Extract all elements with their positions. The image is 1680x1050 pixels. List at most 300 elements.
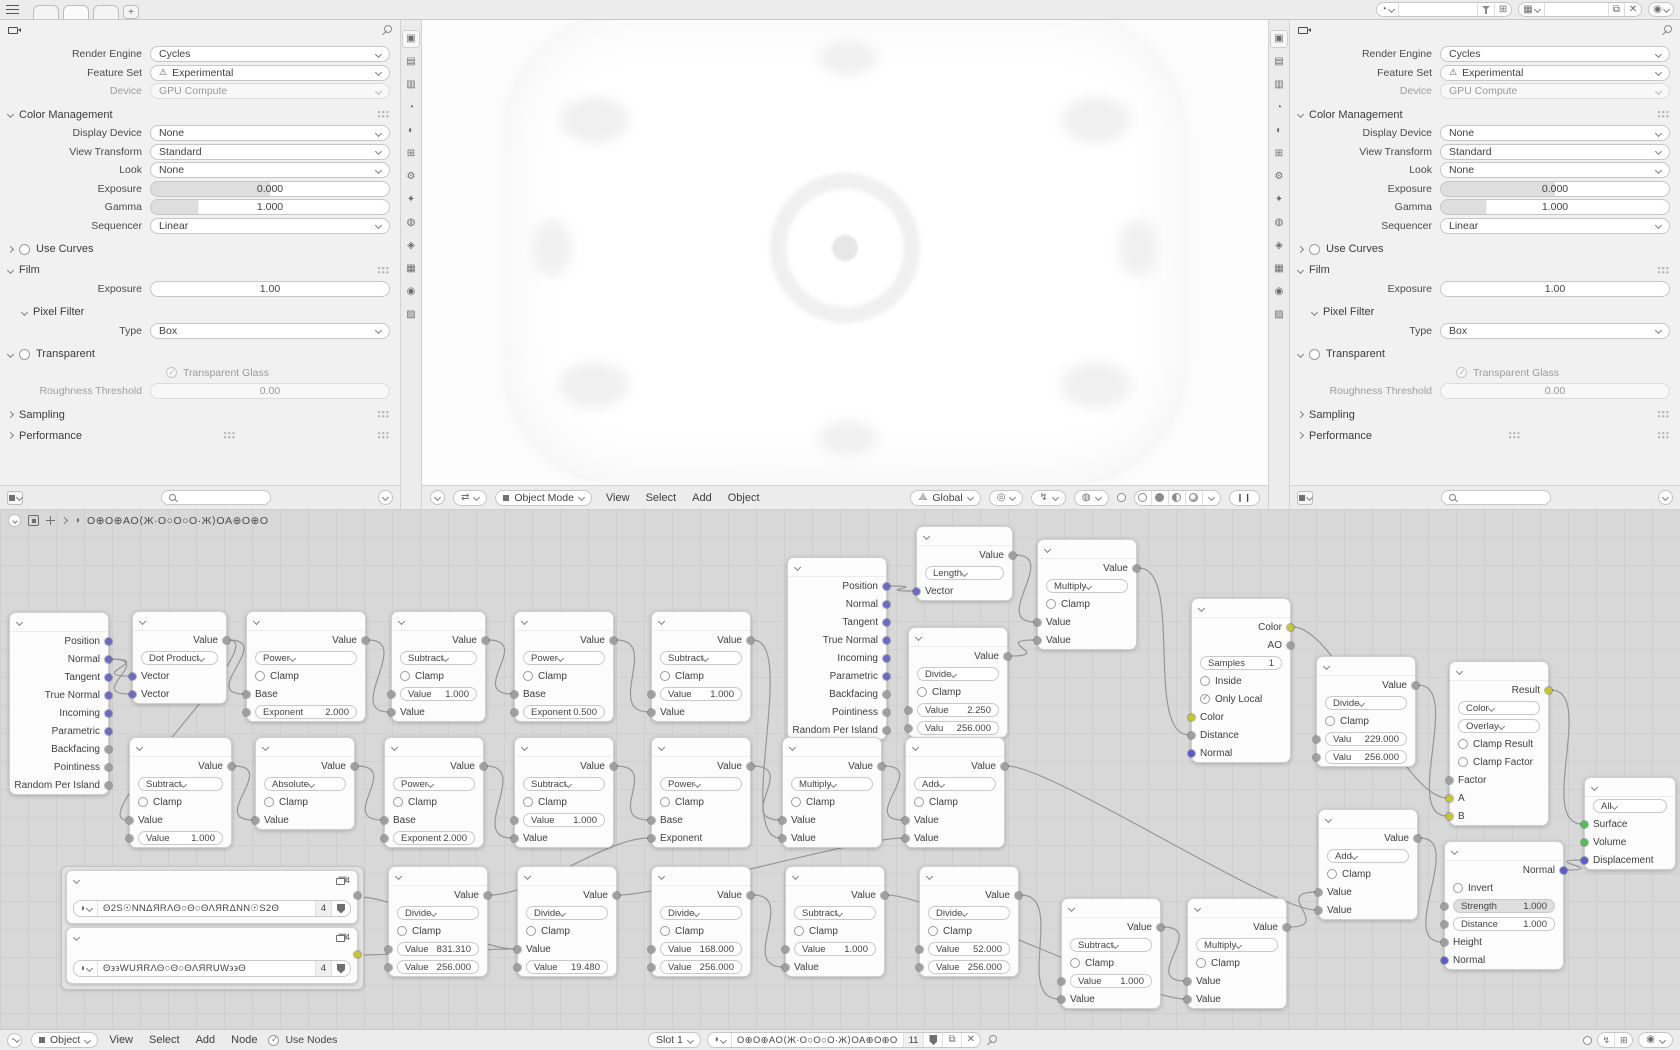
node-header[interactable] bbox=[1062, 899, 1160, 918]
menu-select[interactable]: Select bbox=[149, 1034, 180, 1046]
socket-in[interactable] bbox=[779, 835, 786, 842]
prop-view-transform-select[interactable] bbox=[1440, 144, 1670, 160]
node-row-subtract[interactable] bbox=[515, 775, 613, 793]
socket-in[interactable] bbox=[916, 964, 923, 971]
socket-out[interactable] bbox=[105, 710, 112, 717]
node-multiply-b[interactable] bbox=[1187, 898, 1287, 1009]
socket-in[interactable] bbox=[648, 709, 655, 716]
node-header[interactable] bbox=[652, 612, 750, 631]
pin-icon[interactable] bbox=[987, 1035, 997, 1046]
prop-display-device-select[interactable] bbox=[1440, 125, 1670, 141]
socket-out[interactable] bbox=[105, 638, 112, 645]
checkbox-icon[interactable] bbox=[660, 926, 670, 936]
node-header[interactable] bbox=[392, 612, 485, 631]
material-users-count[interactable]: 11 bbox=[904, 1033, 925, 1047]
value-value[interactable] bbox=[523, 813, 605, 827]
shading-material-button[interactable] bbox=[1169, 491, 1186, 505]
tab-physics[interactable] bbox=[402, 214, 420, 232]
socket-out[interactable] bbox=[1015, 892, 1022, 899]
options-button[interactable] bbox=[378, 490, 393, 505]
section-film[interactable] bbox=[8, 264, 390, 276]
socket-in[interactable] bbox=[129, 691, 136, 698]
pause-button[interactable] bbox=[1229, 490, 1260, 506]
node-row-value[interactable] bbox=[389, 958, 487, 976]
pin-icon[interactable] bbox=[382, 25, 392, 36]
node-row-value[interactable] bbox=[392, 685, 485, 703]
image-datablock[interactable] bbox=[73, 900, 351, 917]
node-row-valu[interactable] bbox=[909, 719, 1007, 737]
node-row-subtract[interactable] bbox=[652, 649, 750, 667]
tab-constraints[interactable] bbox=[402, 237, 420, 255]
slot-dropdown[interactable] bbox=[648, 1032, 701, 1048]
image-fake-user-button[interactable] bbox=[332, 961, 350, 976]
unlink-material-button[interactable] bbox=[962, 1033, 980, 1047]
checkbox-icon[interactable] bbox=[523, 797, 533, 807]
socket-in[interactable] bbox=[1441, 903, 1448, 910]
socket-in[interactable] bbox=[782, 946, 789, 953]
viewport-canvas[interactable] bbox=[422, 20, 1268, 485]
snap-dropdown[interactable] bbox=[1031, 490, 1065, 506]
socket-out[interactable] bbox=[1009, 552, 1016, 559]
proportional-toggle-icon[interactable] bbox=[1583, 1036, 1592, 1045]
tab-scene[interactable] bbox=[402, 99, 420, 117]
node-row-color[interactable] bbox=[1450, 699, 1548, 717]
socket-in[interactable] bbox=[1188, 750, 1195, 757]
section-use-curves[interactable] bbox=[8, 243, 390, 255]
tool-dropdown[interactable] bbox=[453, 490, 487, 506]
copy-icon[interactable]: ⧉ bbox=[1612, 3, 1620, 15]
tab-object[interactable] bbox=[1270, 145, 1288, 163]
socket-out[interactable] bbox=[105, 674, 112, 681]
scene-selector[interactable] bbox=[1376, 2, 1512, 17]
tab-scene[interactable] bbox=[1270, 99, 1288, 117]
socket-in[interactable] bbox=[782, 964, 789, 971]
checkbox-icon[interactable] bbox=[1070, 958, 1080, 968]
socket-in[interactable] bbox=[511, 835, 518, 842]
value-samples[interactable] bbox=[1200, 656, 1282, 670]
section-film[interactable] bbox=[1298, 264, 1670, 276]
value-valu[interactable] bbox=[1325, 750, 1407, 764]
socket-in[interactable] bbox=[243, 691, 250, 698]
section-sampling[interactable] bbox=[1298, 409, 1670, 421]
node-header[interactable] bbox=[1188, 899, 1286, 918]
node-geometry-b[interactable] bbox=[787, 557, 887, 740]
node-row-value[interactable] bbox=[518, 958, 616, 976]
shading-solid-button[interactable] bbox=[1152, 491, 1169, 505]
socket-out[interactable] bbox=[1560, 867, 1567, 874]
socket-in[interactable] bbox=[779, 817, 786, 824]
section-transparent[interactable] bbox=[1298, 348, 1670, 360]
value-value[interactable] bbox=[397, 960, 479, 974]
select-multiply[interactable] bbox=[1046, 579, 1128, 593]
tab-world[interactable] bbox=[1270, 122, 1288, 140]
menu-object[interactable]: Object bbox=[727, 491, 760, 504]
tab-output[interactable] bbox=[402, 53, 420, 71]
node-header[interactable] bbox=[1319, 810, 1417, 829]
socket-out[interactable] bbox=[351, 763, 358, 770]
node-header[interactable] bbox=[385, 738, 483, 757]
socket-out[interactable] bbox=[1283, 924, 1290, 931]
node-header[interactable] bbox=[515, 738, 613, 757]
socket-in[interactable] bbox=[1441, 957, 1448, 964]
proportional-editing-dropdown[interactable] bbox=[1074, 490, 1109, 506]
node-row-invert[interactable] bbox=[1445, 879, 1563, 897]
socket-in[interactable] bbox=[1581, 857, 1588, 864]
socket-in[interactable] bbox=[252, 817, 259, 824]
snap-toggle-button[interactable]: ↯ bbox=[1598, 1033, 1615, 1047]
checkbox-icon[interactable] bbox=[660, 671, 670, 681]
select-divide[interactable] bbox=[928, 906, 1010, 920]
socket-out[interactable] bbox=[105, 764, 112, 771]
socket-out[interactable] bbox=[883, 727, 890, 734]
select-power[interactable] bbox=[523, 651, 605, 665]
node-row-subtract[interactable] bbox=[130, 775, 231, 793]
value-value[interactable] bbox=[917, 703, 999, 717]
socket-in[interactable] bbox=[385, 946, 392, 953]
node-row-value[interactable] bbox=[920, 940, 1018, 958]
shader-type-dropdown[interactable] bbox=[31, 1032, 98, 1048]
node-row-clamp[interactable] bbox=[652, 922, 750, 940]
socket-out[interactable] bbox=[747, 892, 754, 899]
view-layer-selector[interactable] bbox=[1518, 2, 1642, 17]
socket-in[interactable] bbox=[388, 709, 395, 716]
node-row-power[interactable] bbox=[652, 775, 750, 793]
node-header[interactable] bbox=[652, 867, 750, 886]
node-header[interactable] bbox=[1585, 778, 1675, 797]
socket-out[interactable] bbox=[747, 763, 754, 770]
socket-in[interactable] bbox=[1058, 996, 1065, 1003]
tab-constraints[interactable] bbox=[1270, 237, 1288, 255]
socket-out[interactable] bbox=[1414, 835, 1421, 842]
checkbox-icon[interactable] bbox=[138, 797, 148, 807]
socket-out[interactable] bbox=[878, 763, 885, 770]
node-header[interactable] bbox=[1450, 662, 1548, 681]
checkbox-icon[interactable] bbox=[400, 671, 410, 681]
socket-in[interactable] bbox=[511, 691, 518, 698]
checkbox-icon[interactable] bbox=[1458, 757, 1468, 767]
node-row-divide[interactable] bbox=[920, 904, 1018, 922]
socket-out[interactable] bbox=[1545, 687, 1552, 694]
node-subtract-r2a[interactable] bbox=[129, 737, 232, 848]
material-name[interactable]: O⊕O⊕AO⟨Ж·O○O○O·Ж⟩OA⊕O⊕O bbox=[732, 1033, 904, 1047]
select-divide[interactable] bbox=[526, 906, 608, 920]
value-value[interactable] bbox=[400, 687, 477, 701]
workspace-tab-3[interactable] bbox=[93, 5, 119, 19]
material-datablock[interactable] bbox=[707, 1032, 981, 1048]
socket-in[interactable] bbox=[381, 817, 388, 824]
checkbox-icon[interactable] bbox=[1196, 958, 1206, 968]
section-transparent[interactable] bbox=[8, 348, 390, 360]
socket-out[interactable] bbox=[613, 892, 620, 899]
node-row-value[interactable] bbox=[652, 940, 750, 958]
tab-world[interactable] bbox=[402, 122, 420, 140]
prop-type-select[interactable] bbox=[150, 323, 390, 339]
node-header[interactable] bbox=[256, 738, 354, 757]
node-row-clamp[interactable] bbox=[783, 793, 881, 811]
node-row-dot-product[interactable] bbox=[133, 649, 226, 667]
view-layer-input[interactable] bbox=[1549, 3, 1604, 16]
value-distance[interactable] bbox=[1453, 917, 1555, 931]
select-add[interactable] bbox=[914, 777, 996, 791]
node-row-clamp[interactable] bbox=[392, 667, 485, 685]
socket-out[interactable] bbox=[1133, 565, 1140, 572]
select-length[interactable] bbox=[925, 566, 1004, 580]
node-bump[interactable] bbox=[1444, 841, 1564, 970]
socket-in[interactable] bbox=[129, 673, 136, 680]
node-dot-product[interactable] bbox=[132, 611, 227, 704]
value-value[interactable] bbox=[1070, 974, 1152, 988]
socket-out[interactable] bbox=[883, 655, 890, 662]
fractal-object[interactable] bbox=[505, 20, 1185, 483]
image-name[interactable]: Θ2S☉NNΔЯRΛΘ○Θ○ΘΛЯRΔNN☉S2Θ bbox=[98, 901, 316, 916]
node-row-multiply[interactable] bbox=[783, 775, 881, 793]
node-row-power[interactable] bbox=[385, 775, 483, 793]
node-header[interactable] bbox=[783, 738, 881, 757]
socket-out[interactable] bbox=[881, 892, 888, 899]
menu-select[interactable]: Select bbox=[645, 491, 677, 504]
value-value[interactable] bbox=[660, 687, 742, 701]
node-row-value[interactable] bbox=[652, 685, 750, 703]
socket-out[interactable] bbox=[883, 637, 890, 644]
socket-out[interactable] bbox=[105, 692, 112, 699]
socket-in[interactable] bbox=[1188, 732, 1195, 739]
socket-out[interactable] bbox=[484, 892, 491, 899]
prop-feature-set-select[interactable] bbox=[150, 65, 390, 81]
node-header[interactable] bbox=[906, 738, 1004, 757]
app-menu-icon[interactable] bbox=[6, 5, 19, 14]
node-header[interactable] bbox=[10, 613, 108, 632]
value-value[interactable] bbox=[928, 960, 1010, 974]
value-value[interactable] bbox=[794, 942, 876, 956]
node-multiply-r2[interactable] bbox=[782, 737, 882, 848]
node-header[interactable] bbox=[920, 867, 1018, 886]
node-row-clamp[interactable] bbox=[1038, 595, 1136, 613]
tab-particles[interactable] bbox=[1270, 191, 1288, 209]
node-row-distance[interactable] bbox=[1445, 915, 1563, 933]
node-row-power[interactable] bbox=[515, 649, 613, 667]
prop-sequencer-select[interactable] bbox=[1440, 218, 1670, 234]
socket-out[interactable] bbox=[883, 583, 890, 590]
image-browse-button[interactable] bbox=[74, 901, 98, 916]
remove-icon[interactable]: ✕ bbox=[1628, 3, 1638, 15]
tab-texture[interactable] bbox=[402, 306, 420, 324]
display-settings-dropdown[interactable] bbox=[1648, 2, 1674, 17]
checkbox-icon[interactable] bbox=[1309, 244, 1320, 255]
checkbox-icon[interactable] bbox=[264, 797, 274, 807]
node-canvas[interactable] bbox=[0, 509, 1680, 1029]
checkbox-icon[interactable] bbox=[791, 797, 801, 807]
checkbox-icon[interactable] bbox=[914, 797, 924, 807]
snap-grid-button[interactable]: ⊞ bbox=[1619, 1034, 1628, 1045]
node-row-valu[interactable] bbox=[1317, 748, 1415, 766]
select-add[interactable] bbox=[1327, 849, 1409, 863]
prop-render-engine-select[interactable] bbox=[1440, 46, 1670, 62]
socket-in[interactable] bbox=[905, 707, 912, 714]
select-power[interactable] bbox=[393, 777, 475, 791]
tab-render[interactable] bbox=[1270, 30, 1288, 48]
node-row-multiply[interactable] bbox=[1188, 936, 1286, 954]
socket-out[interactable] bbox=[1157, 924, 1164, 931]
socket-in[interactable] bbox=[1446, 813, 1453, 820]
node-row-samples[interactable] bbox=[1192, 654, 1290, 672]
node-row-add[interactable] bbox=[906, 775, 1004, 793]
select-divide[interactable] bbox=[660, 906, 742, 920]
checkbox-icon[interactable] bbox=[1046, 599, 1056, 609]
socket-in[interactable] bbox=[905, 725, 912, 732]
socket-out[interactable] bbox=[105, 746, 112, 753]
node-row-only-local[interactable] bbox=[1192, 690, 1290, 708]
prop-transparent-glass[interactable] bbox=[1456, 364, 1680, 381]
section-color-management[interactable] bbox=[8, 109, 390, 121]
select-all[interactable] bbox=[1593, 799, 1667, 813]
socket-in[interactable] bbox=[916, 946, 923, 953]
value-valu[interactable] bbox=[1325, 732, 1407, 746]
node-header[interactable] bbox=[1192, 599, 1290, 618]
node-divide-831[interactable] bbox=[388, 866, 488, 977]
options-button[interactable] bbox=[1658, 490, 1673, 505]
fake-user-button[interactable] bbox=[924, 1033, 943, 1047]
prop-exposure-value[interactable] bbox=[150, 281, 390, 297]
select-color[interactable] bbox=[1458, 701, 1540, 715]
checkbox-icon[interactable] bbox=[1200, 676, 1210, 686]
shading-wireframe-button[interactable] bbox=[1135, 491, 1152, 505]
menu-node[interactable]: Node bbox=[231, 1034, 258, 1046]
node-row-divide[interactable] bbox=[652, 904, 750, 922]
node-subtract-r2b[interactable] bbox=[514, 737, 614, 848]
editor-type-button[interactable] bbox=[7, 491, 23, 505]
overlay-toggle-icon[interactable] bbox=[1117, 493, 1126, 502]
image-datablock[interactable] bbox=[73, 960, 351, 977]
prop-transparent-glass[interactable] bbox=[166, 364, 400, 381]
node-header[interactable] bbox=[786, 867, 884, 886]
node-row-value[interactable] bbox=[389, 940, 487, 958]
node-header[interactable] bbox=[917, 527, 1012, 546]
node-row-value[interactable] bbox=[786, 940, 884, 958]
prop-feature-set-select[interactable] bbox=[1440, 65, 1670, 81]
socket-out[interactable] bbox=[883, 691, 890, 698]
select-absolute[interactable] bbox=[264, 777, 346, 791]
tab-material[interactable] bbox=[1270, 283, 1288, 301]
editor-corner-button[interactable] bbox=[8, 514, 21, 527]
node-row-value[interactable] bbox=[920, 958, 1018, 976]
socket-in[interactable] bbox=[648, 835, 655, 842]
socket-in[interactable] bbox=[243, 709, 250, 716]
tab-object-data[interactable] bbox=[1270, 260, 1288, 278]
node-row-clamp[interactable] bbox=[652, 667, 750, 685]
value-value[interactable] bbox=[660, 960, 742, 974]
socket-in[interactable] bbox=[902, 835, 909, 842]
editor-type-button[interactable]: ◔ bbox=[7, 1033, 22, 1048]
socket-in[interactable] bbox=[648, 691, 655, 698]
node-row-valu[interactable] bbox=[1317, 730, 1415, 748]
socket-in[interactable] bbox=[385, 964, 392, 971]
select-power[interactable] bbox=[660, 777, 742, 791]
node-subtract-2[interactable] bbox=[651, 611, 751, 722]
image-name[interactable]: Θ϶϶WUЯRΛΘ○Θ○ΘΛЯRUW϶϶Θ bbox=[98, 961, 316, 976]
checkbox-icon[interactable] bbox=[917, 687, 927, 697]
socket-out[interactable] bbox=[1412, 682, 1419, 689]
tab-render[interactable] bbox=[402, 30, 420, 48]
node-divide-229[interactable] bbox=[1316, 656, 1416, 767]
value-valu[interactable] bbox=[917, 721, 999, 735]
socket-in[interactable] bbox=[388, 691, 395, 698]
checkbox-icon[interactable] bbox=[523, 671, 533, 681]
socket-out[interactable] bbox=[883, 709, 890, 716]
tab-modifiers[interactable] bbox=[402, 168, 420, 186]
node-row-divide[interactable] bbox=[389, 904, 487, 922]
socket-out[interactable] bbox=[228, 763, 235, 770]
socket-out[interactable] bbox=[362, 637, 369, 644]
socket-in[interactable] bbox=[381, 835, 388, 842]
node-row-divide[interactable] bbox=[518, 904, 616, 922]
node-row-clamp[interactable] bbox=[515, 793, 613, 811]
socket-in[interactable] bbox=[1313, 736, 1320, 743]
menu-add[interactable]: Add bbox=[195, 1034, 216, 1046]
socket-in[interactable] bbox=[1315, 907, 1322, 914]
node-multiply-top[interactable] bbox=[1037, 539, 1137, 650]
editor-collapse-button[interactable] bbox=[430, 490, 445, 505]
node-row-absolute[interactable] bbox=[256, 775, 354, 793]
pivot-dropdown[interactable] bbox=[989, 490, 1024, 506]
node-header[interactable] bbox=[652, 738, 750, 757]
prop-sequencer-select[interactable] bbox=[150, 218, 390, 234]
prop-roughness-threshold-value[interactable] bbox=[1440, 383, 1670, 399]
node-power-2[interactable] bbox=[514, 611, 614, 722]
prop-device-select[interactable] bbox=[1440, 83, 1670, 99]
node-row-value[interactable] bbox=[130, 829, 231, 847]
socket-out[interactable] bbox=[883, 619, 890, 626]
add-workspace-button[interactable]: + bbox=[123, 5, 139, 19]
select-subtract[interactable] bbox=[138, 777, 223, 791]
socket-out[interactable] bbox=[354, 892, 361, 899]
node-row-clamp[interactable] bbox=[385, 793, 483, 811]
checkbox-icon[interactable] bbox=[1325, 716, 1335, 726]
checkbox-icon[interactable] bbox=[393, 797, 403, 807]
prop-gamma-value[interactable] bbox=[150, 199, 390, 215]
prop-exposure-value[interactable] bbox=[1440, 281, 1670, 297]
node-ao[interactable] bbox=[1191, 598, 1291, 763]
node-row-clamp[interactable] bbox=[652, 793, 750, 811]
node-header[interactable] bbox=[788, 558, 886, 577]
section-sampling[interactable] bbox=[8, 409, 390, 421]
socket-in[interactable] bbox=[913, 588, 920, 595]
socket-out[interactable] bbox=[223, 637, 230, 644]
socket-out[interactable] bbox=[105, 782, 112, 789]
socket-in[interactable] bbox=[1188, 714, 1195, 721]
viewport-3d[interactable] bbox=[422, 20, 1268, 509]
node-header[interactable] bbox=[247, 612, 365, 631]
shading-dropdown[interactable] bbox=[1203, 491, 1220, 505]
node-header[interactable] bbox=[67, 871, 357, 890]
node-add-r[interactable] bbox=[1318, 809, 1418, 920]
node-header[interactable] bbox=[1317, 657, 1415, 676]
select-subtract[interactable] bbox=[660, 651, 742, 665]
node-row-length[interactable] bbox=[917, 564, 1012, 582]
socket-out[interactable] bbox=[610, 637, 617, 644]
tab-texture[interactable] bbox=[1270, 306, 1288, 324]
value-exponent[interactable] bbox=[523, 705, 605, 719]
socket-in[interactable] bbox=[1058, 978, 1065, 985]
node-row-power[interactable] bbox=[247, 649, 365, 667]
socket-in[interactable] bbox=[902, 817, 909, 824]
socket-out[interactable] bbox=[105, 728, 112, 735]
node-header[interactable] bbox=[130, 738, 231, 757]
node-row-clamp[interactable] bbox=[1062, 954, 1160, 972]
socket-out[interactable] bbox=[480, 763, 487, 770]
select-divide[interactable] bbox=[397, 906, 479, 920]
section-performance[interactable] bbox=[8, 430, 390, 442]
prop-display-device-select[interactable] bbox=[150, 125, 390, 141]
